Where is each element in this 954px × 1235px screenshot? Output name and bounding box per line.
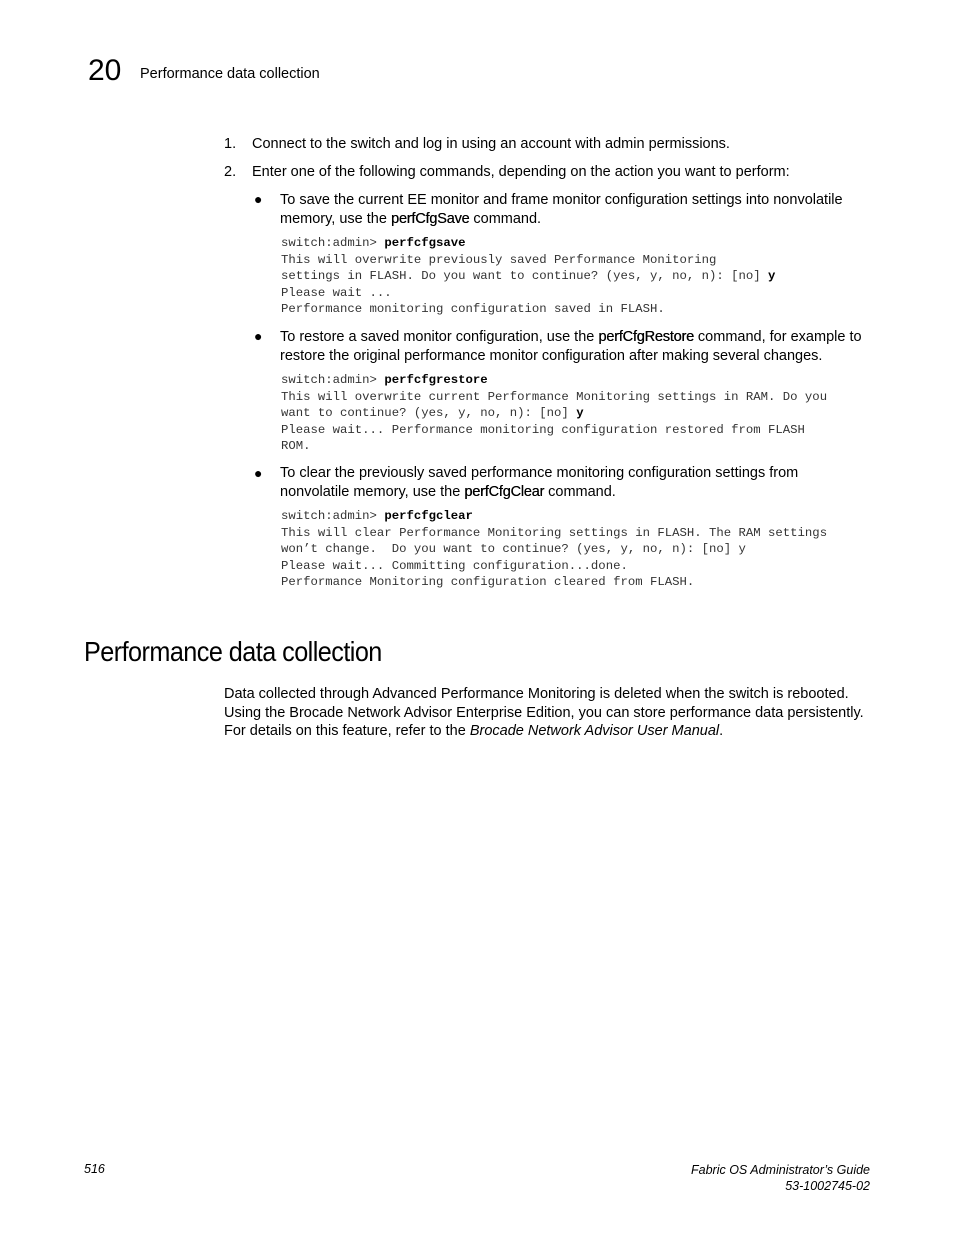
bullet-text-part: command.: [469, 211, 542, 227]
bullet-text-part: command, for example to restore the original performance monitor configuration after making several changes.: [280, 329, 862, 364]
bullet-icon: ●: [254, 328, 263, 344]
code-block: [281, 235, 881, 318]
paragraph-text: Data collected through Advanced Performance Monitoring is deleted when the switch is rebooted. Using the Brocade Network Advisor Enterprise Edition, you can store performance data persistently. For details on this feature, refer to the: [224, 686, 864, 740]
code-line: want to continue? (yes, y, no, n): [no]: [281, 406, 577, 420]
code-line: won’t change. Do you want to continue? (yes, y, no, n): [no] y: [281, 542, 746, 556]
code-line: This will overwrite current Performance Monitoring settings in RAM. Do you: [281, 389, 828, 404]
command-name: perfCfgClear: [464, 484, 545, 500]
code-line: Please wait... Performance monitoring configuration restored from FLASH: [281, 422, 805, 437]
command-name: perfCfgRestore: [598, 329, 694, 345]
bullet-text-part: To restore a saved monitor configuration, use the: [280, 329, 599, 345]
code-line: Performance Monitoring configuration cleared from FLASH.: [281, 575, 695, 589]
section-heading: Performance data collection: [84, 636, 382, 667]
step-number: 1.: [224, 136, 237, 152]
bullet-icon: ●: [254, 191, 263, 207]
section-paragraph: [224, 685, 884, 741]
code-prompt: switch:admin>: [281, 509, 385, 523]
bullet-text-part: command.: [544, 484, 616, 500]
manual-title: Brocade Network Advisor User Manual: [469, 723, 720, 740]
chapter-number: 20: [88, 54, 122, 87]
code-answer: y: [768, 269, 776, 283]
doc-title: Fabric OS Administrator’s Guide: [691, 1163, 870, 1177]
step-text: Connect to the switch and log in using an account with admin permissions.: [252, 136, 730, 152]
command-name: perfCfgSave: [390, 211, 470, 227]
bullet-text: [280, 464, 870, 502]
code-prompt: switch:admin>: [281, 373, 385, 387]
page-number: 516: [84, 1162, 105, 1176]
code-line: settings in FLASH. Do you want to continue? (yes, y, no, n): [no]: [281, 269, 769, 283]
bullet-text-part: To clear the previously saved performance monitoring configuration settings from nonvolatile memory, use the: [280, 465, 799, 500]
doc-number: 53-1002745-02: [785, 1179, 870, 1193]
bullet-icon: ●: [254, 465, 263, 481]
code-command: perfcfgrestore: [384, 373, 488, 387]
step-text: Enter one of the following commands, depending on the action you want to perform:: [252, 164, 790, 180]
code-line: This will clear Performance Monitoring settings in FLASH. The RAM settings: [281, 525, 828, 540]
footer-doc-info: [691, 1162, 870, 1194]
code-command: perfcfgclear: [384, 509, 473, 523]
bullet-text-part: To save the current EE monitor and frame monitor configuration settings into nonvolatile memory, use the: [280, 192, 843, 227]
code-line: Performance monitoring configuration saved in FLASH.: [281, 302, 665, 316]
bullet-text: [280, 328, 870, 366]
code-command: perfcfgsave: [384, 236, 466, 250]
code-line: ROM.: [281, 439, 311, 453]
paragraph-text: .: [719, 723, 724, 740]
step-number: 2.: [224, 164, 237, 180]
code-answer: y: [576, 406, 584, 420]
bullet-text: [280, 191, 870, 229]
chapter-title: Performance data collection: [140, 66, 320, 82]
code-block: [281, 372, 881, 455]
code-block: [281, 508, 881, 591]
code-line: Please wait ...: [281, 285, 392, 300]
code-line: Please wait... Committing configuration...done.: [281, 558, 628, 573]
code-prompt: switch:admin>: [281, 236, 385, 250]
code-line: This will overwrite previously saved Performance Monitoring: [281, 252, 717, 267]
